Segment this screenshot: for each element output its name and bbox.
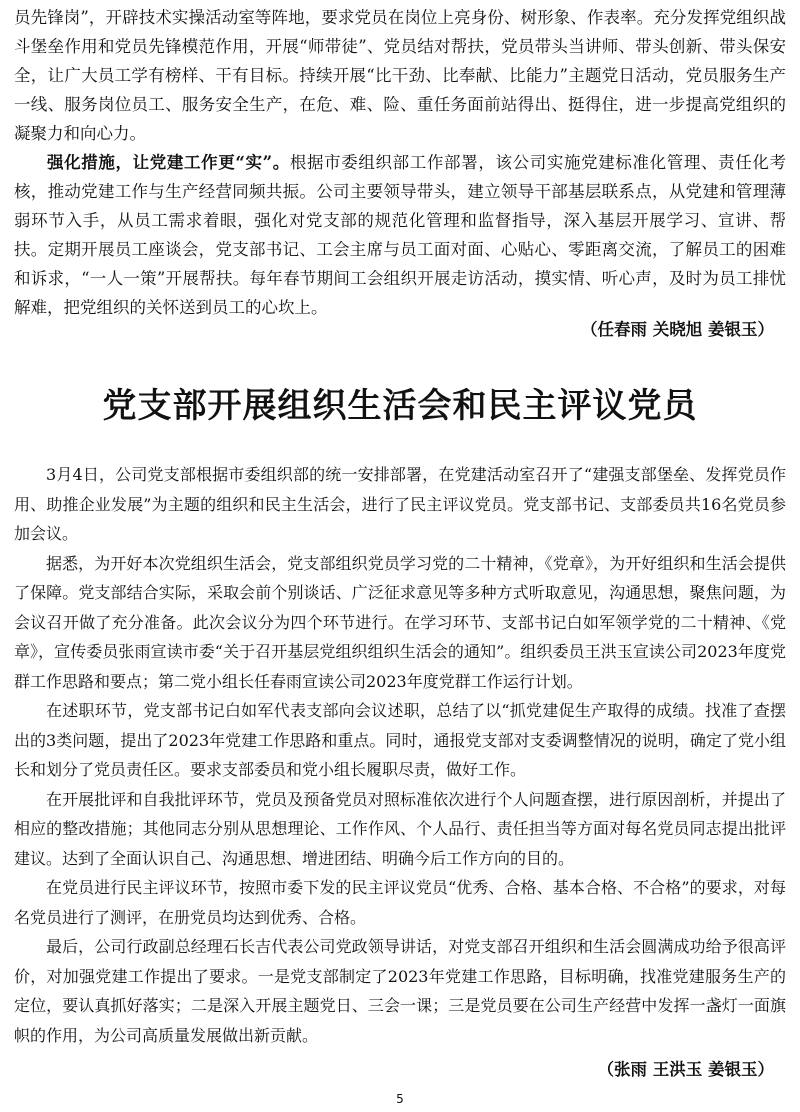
article-2-byline: （张雨 王洪玉 姜银玉）: [597, 1060, 774, 1079]
paragraph-body: 根据市委组织部工作部署，该公司实施党建标准化管理、责任化考核，推动党建工作与生产经营同频共振。公司主要领导带头，建立领导干部基层联系点，从党建和管理薄弱环节入手，从员工需求着眼，强化对党支部的规范化管理和监督指导，深入基层开展学习、宣讲、帮扶。定期开展员工座谈会，党支部书记、工会主席与员工面对面、心贴心、零距离交流，了解员工的困难和诉求，“一人一策”开展帮扶。每年春节期间工会组织开展走访活动，摸实情、听心声，及时为员工排忧解难，把党组织的关怀送到员工的心坎上。: [14, 153, 786, 317]
paragraph: 3月4日，公司党支部根据市委组织部的统一安排部署，在党建活动室召开了“建强支部堡垒、发挥党员作用、助推企业发展”为主题的组织和民主生活会，进行了民主评议党员。党支部书记、支部委员共16名党员参加会议。: [14, 465, 786, 543]
paragraph: 在党员进行民主评议环节，按照市委下发的民主评议党员“优秀、合格、基本合格、不合格”的要求，对每名党员进行了测评，在册党员均达到优秀、合格。: [14, 878, 786, 927]
paragraph: 据悉，为开好本次党组织生活会，党支部组织党员学习党的二十精神，《党章》，为开好组织和生活会提供了保障。党支部结合实际，采取会前个别谈话、广泛征求意见等多种方式听取意见，沟通思想，聚焦问题，为会议召开做了充分准备。此次会议分为四个环节进行。在学习环节、支部书记白如军领学党的二十精神、《党章》，宣传委员张雨宣读市委“关于召开基层党组织组织生活会的通知”。组织委员王洪玉宣读公司2023年度党群工作思路和要点；第二党小组长任春雨宣读公司2023年度党群工作运行计划。: [14, 553, 786, 691]
article-2-title: 党支部开展组织生活会和民主评议党员: [102, 386, 698, 426]
paragraph-lead: 强化措施，让党建工作更“实”。: [47, 153, 290, 172]
page-number: 5: [396, 1092, 404, 1106]
paragraph: 员先锋岗”，开辟技术实操活动室等阵地，要求党员在岗位上亮身份、树形象、作表率。充分发挥党组织战斗堡垒作用和党员先锋模范作用，开展“师带徒”、党员结对帮扶，党员带头当讲师、带头创新、带头保安全，让广大员工学有榜样、干有目标。持续开展“比干劲、比奉献、比能力”主题党日活动，党员服务生产一线、服务岗位员工、服务安全生产，在危、难、险、重任务面前站得出、挺得住，进一步提高党组织的凝聚力和向心力。: [14, 8, 786, 143]
paragraph: 最后，公司行政副总经理石长吉代表公司党政领导讲话，对党支部召开组织和生活会圆满成功给予很高评价，对加强党建工作提出了要求。一是党支部制定了2023年党建工作思路，目标明确，找准党建服务生产的定位，要认真抓好落实；二是深入开展主题党日、三会一课；三是党员要在公司生产经营中发挥一盏灯一面旗帜的作用，为公司高质量发展做出新贡献。: [14, 937, 786, 1045]
paragraph: 在开展批评和自我批评环节，党员及预备党员对照标准依次进行个人问题查摆，进行原因剖析，并提出了相应的整改措施；其他同志分别从思想理论、工作作风、个人品行、责任担当等方面对每名党员同志提出批评建议。达到了全面认识自己、沟通思想、增进团结、明确今后工作方向的目的。: [14, 789, 786, 868]
article-1-byline: （任春雨 关晓旭 姜银玉）: [581, 320, 774, 339]
paragraph: [14, 148, 786, 322]
article-2-body: [14, 460, 786, 1050]
article-1-body: [14, 3, 786, 322]
paragraph: 在述职环节，党支部书记白如军代表支部向会议述职，总结了以“抓党建促生产取得的成绩。找准了查摆出的3类问题，提出了2023年党建工作思路和重点。同时，通报党支部对支委调整情况的说明，确定了党小组长和划分了党员责任区。要求支部委员和党小组长履职尽责，做好工作。: [14, 701, 786, 779]
